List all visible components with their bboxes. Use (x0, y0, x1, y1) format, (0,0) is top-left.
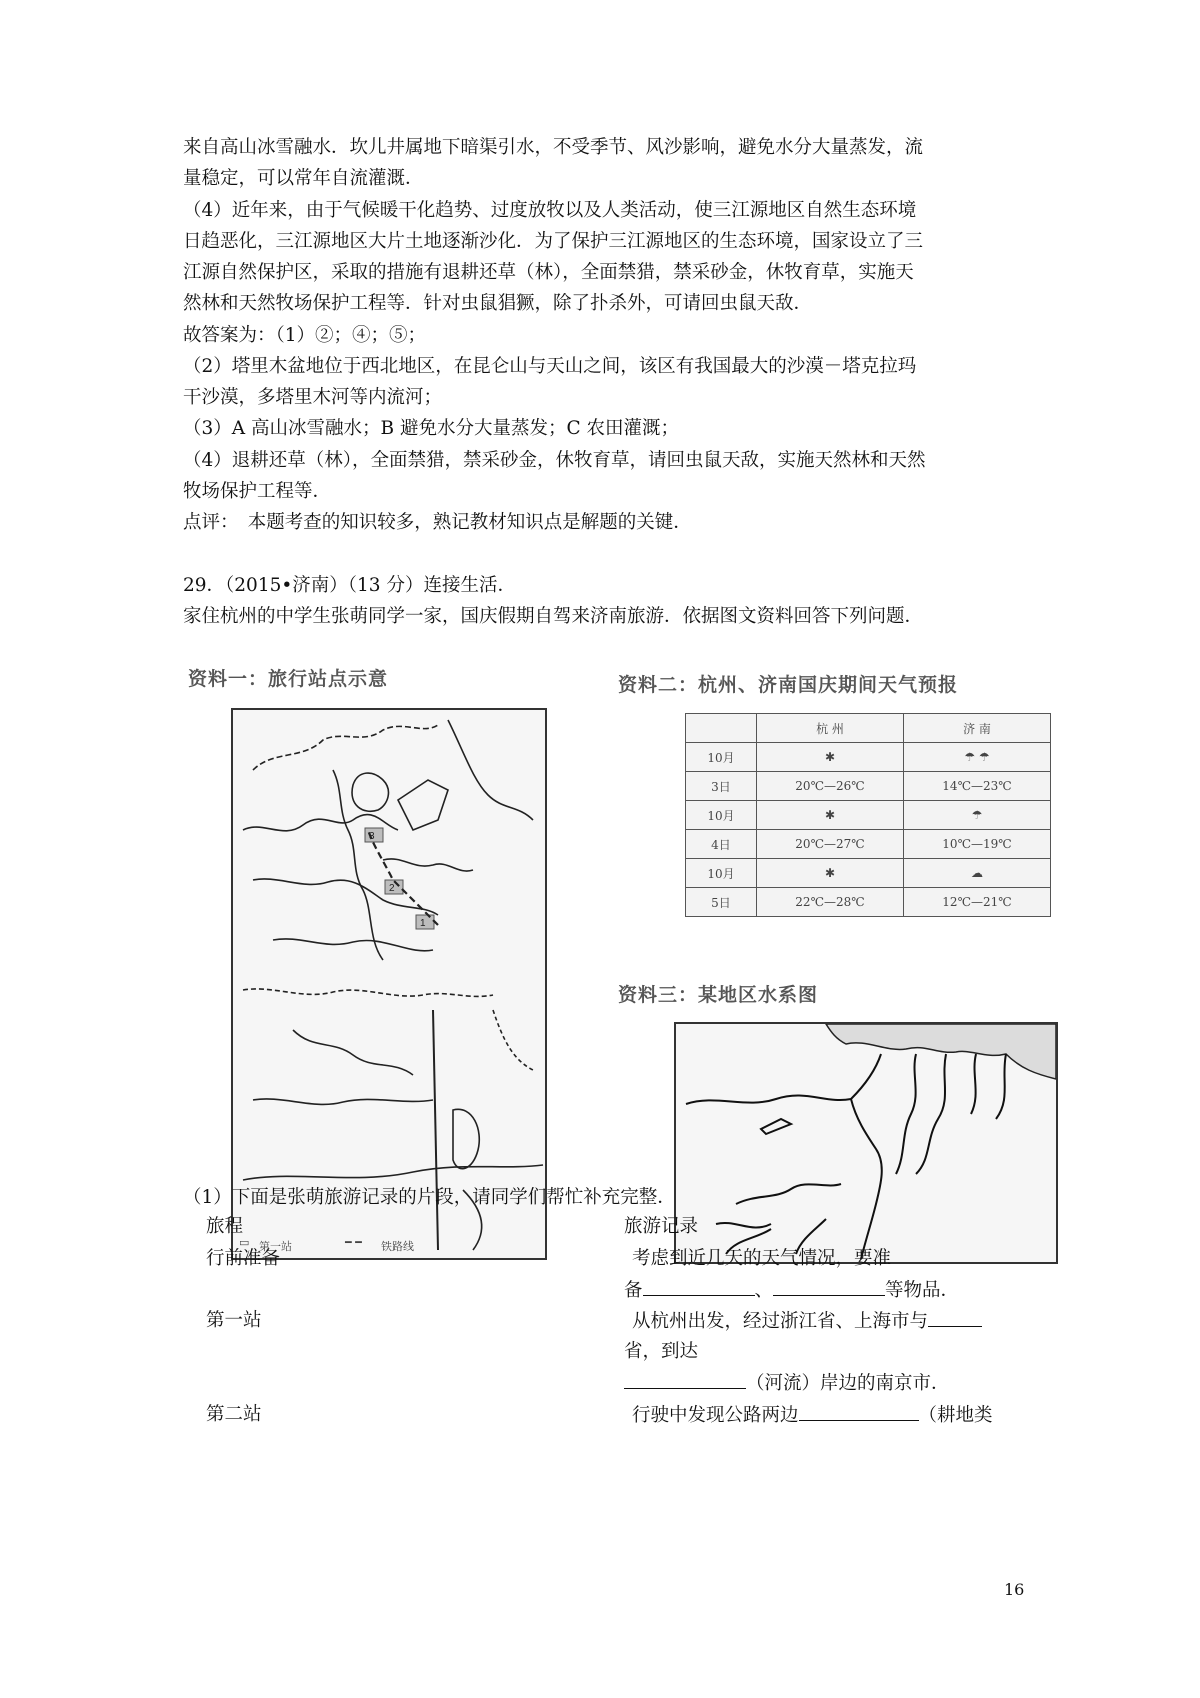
journey-header-col1: 旅程 (206, 1216, 244, 1237)
cloud-icon: ☁ (904, 859, 1051, 888)
paragraph-line: 江源自然保护区，采取的措施有退耕还草（林），全面禁猎，禁采砂金，休牧育草，实施天 (183, 262, 914, 283)
journey-stop1-text: 从杭州出发，经过浙江省、上海市与 (632, 1311, 929, 1332)
weather-row (686, 830, 1051, 859)
sun-icon: ✱ (757, 859, 904, 888)
answer-line: （2）塔里木盆地位于西北地区，在昆仑山与天山之间，该区有我国最大的沙漠－塔克拉玛 (183, 356, 917, 377)
river-system-drawing (676, 1024, 1056, 1262)
journey-prep-fill-line (624, 1275, 959, 1306)
answer-blank[interactable] (643, 1275, 755, 1296)
paragraph-line: 然林和天然牧场保护工程等．针对虫鼠猖獗，除了扑杀外，可请回虫鼠天敌． (183, 293, 813, 314)
journey-stop2-text: 行驶中发现公路两边 (632, 1405, 799, 1426)
answer-blank[interactable] (928, 1306, 982, 1327)
paragraph-line: （4）近年来，由于气候暖干化趋势、过度放牧以及人类活动，使三江源地区自然生态环境 (183, 200, 917, 221)
answer-line: 牧场保护工程等． (183, 481, 332, 502)
weather-month: 10月 (686, 801, 757, 830)
svg-text:1: 1 (420, 918, 426, 929)
figure-label-map: 资料一：旅行站点示意 (188, 668, 389, 690)
figure-label-weather: 资料二：杭州、济南国庆期间天气预报 (618, 674, 959, 696)
journey-prep-sep: 、 (754, 1280, 774, 1301)
weather-temp-hangzhou: 20℃—27℃ (757, 830, 904, 859)
weather-row (686, 743, 1051, 772)
sun-icon: ✱ (757, 743, 904, 772)
paragraph-line: 量稳定，可以常年自流灌溉． (183, 168, 424, 189)
journey-stage-prep: 行前准备 (206, 1248, 281, 1269)
weather-row (686, 859, 1051, 888)
journey-stop2-line (632, 1400, 993, 1431)
route-map-drawing (233, 710, 545, 1258)
legend-rail-icon: ━ ━ (345, 1236, 362, 1249)
weather-temp-hangzhou: 20℃—26℃ (757, 772, 904, 801)
weather-temp-jinan: 14℃—23℃ (904, 772, 1051, 801)
answer-line: （4）退耕还草（林），全面禁猎，禁采砂金，休牧育草，请回虫鼠天敌，实施天然林和天然 (183, 450, 926, 471)
journey-stop1-text-2: 省，到达 (624, 1341, 699, 1362)
weather-header-hangzhou: 杭 州 (757, 714, 904, 743)
journey-stop1-river-line (624, 1368, 950, 1399)
weather-temp-jinan: 10℃—19℃ (904, 830, 1051, 859)
weather-row (686, 888, 1051, 917)
rain-icon: ☂ (904, 801, 1051, 830)
weather-row (686, 772, 1051, 801)
weather-forecast-table (685, 713, 1051, 917)
journey-stage-1: 第一站 (206, 1310, 262, 1331)
legend-rail-label: 铁路线 (381, 1240, 414, 1253)
journey-prep-suffix: 等物品． (885, 1280, 960, 1301)
weather-day: 4日 (686, 830, 757, 859)
journey-header-col2: 旅游记录 (624, 1216, 699, 1237)
weather-month: 10月 (686, 743, 757, 772)
answer-line: 故答案为：（1）②；④；⑤； (183, 325, 427, 346)
question-heading: 29．（2015•济南）（13 分）连接生活． (183, 575, 516, 596)
weather-temp-hangzhou: 22℃—28℃ (757, 888, 904, 917)
answer-blank[interactable] (799, 1400, 919, 1421)
weather-day: 5日 (686, 888, 757, 917)
journey-stop1-river-text: （河流）岸边的南京市． (746, 1373, 950, 1394)
sun-icon: ✱ (757, 801, 904, 830)
page-number: 16 (1004, 1580, 1025, 1599)
journey-stop2-suffix: （耕地类 (918, 1405, 993, 1426)
journey-stop1-line (632, 1306, 982, 1337)
weather-day: 3日 (686, 772, 757, 801)
svg-text:2: 2 (389, 883, 395, 894)
question-intro: 家住杭州的中学生张萌同学一家，国庆假期自驾来济南旅游．依据图文资料回答下列问题． (183, 606, 924, 627)
river-system-map (674, 1022, 1058, 1264)
journey-prep-text: 考虑到近几天的天气情况，要准 (632, 1248, 892, 1269)
journey-stage-2: 第二站 (206, 1404, 262, 1425)
route-map (231, 708, 547, 1260)
svg-text:3: 3 (369, 831, 375, 842)
weather-header-row (686, 714, 1051, 743)
answer-blank[interactable] (773, 1275, 885, 1296)
paragraph-line: 来自高山冰雪融水．坎儿井属地下暗渠引水，不受季节、风沙影响，避免水分大量蒸发，流 (183, 137, 924, 158)
answer-line: 干沙漠，多塔里木河等内流河； (183, 387, 443, 408)
legend-station-icon: ▭ (239, 1236, 250, 1249)
figure-label-water: 资料三：某地区水系图 (618, 984, 819, 1006)
paragraph-line: 日趋恶化，三江源地区大片土地逐渐沙化．为了保护三江源地区的生态环境，国家设立了三 (183, 231, 924, 252)
weather-month: 10月 (686, 859, 757, 888)
subquestion-1: （1）下面是张萌旅游记录的片段，请同学们帮忙补充完整． (183, 1187, 676, 1208)
weather-corner-cell (686, 714, 757, 743)
answer-blank[interactable] (624, 1368, 746, 1389)
legend-station-label: 第一站 (259, 1240, 292, 1253)
weather-header-jinan: 济 南 (904, 714, 1051, 743)
rain-icon: ☂ ☂ (904, 743, 1051, 772)
weather-row (686, 801, 1051, 830)
comment-line: 点评： 本题考查的知识较多，熟记教材知识点是解题的关键． (183, 512, 692, 533)
weather-temp-jinan: 12℃—21℃ (904, 888, 1051, 917)
answer-line: （3）A 高山冰雪融水；B 避免水分大量蒸发；C 农田灌溉； (183, 418, 680, 439)
journey-prep-prefix: 备 (624, 1280, 643, 1301)
